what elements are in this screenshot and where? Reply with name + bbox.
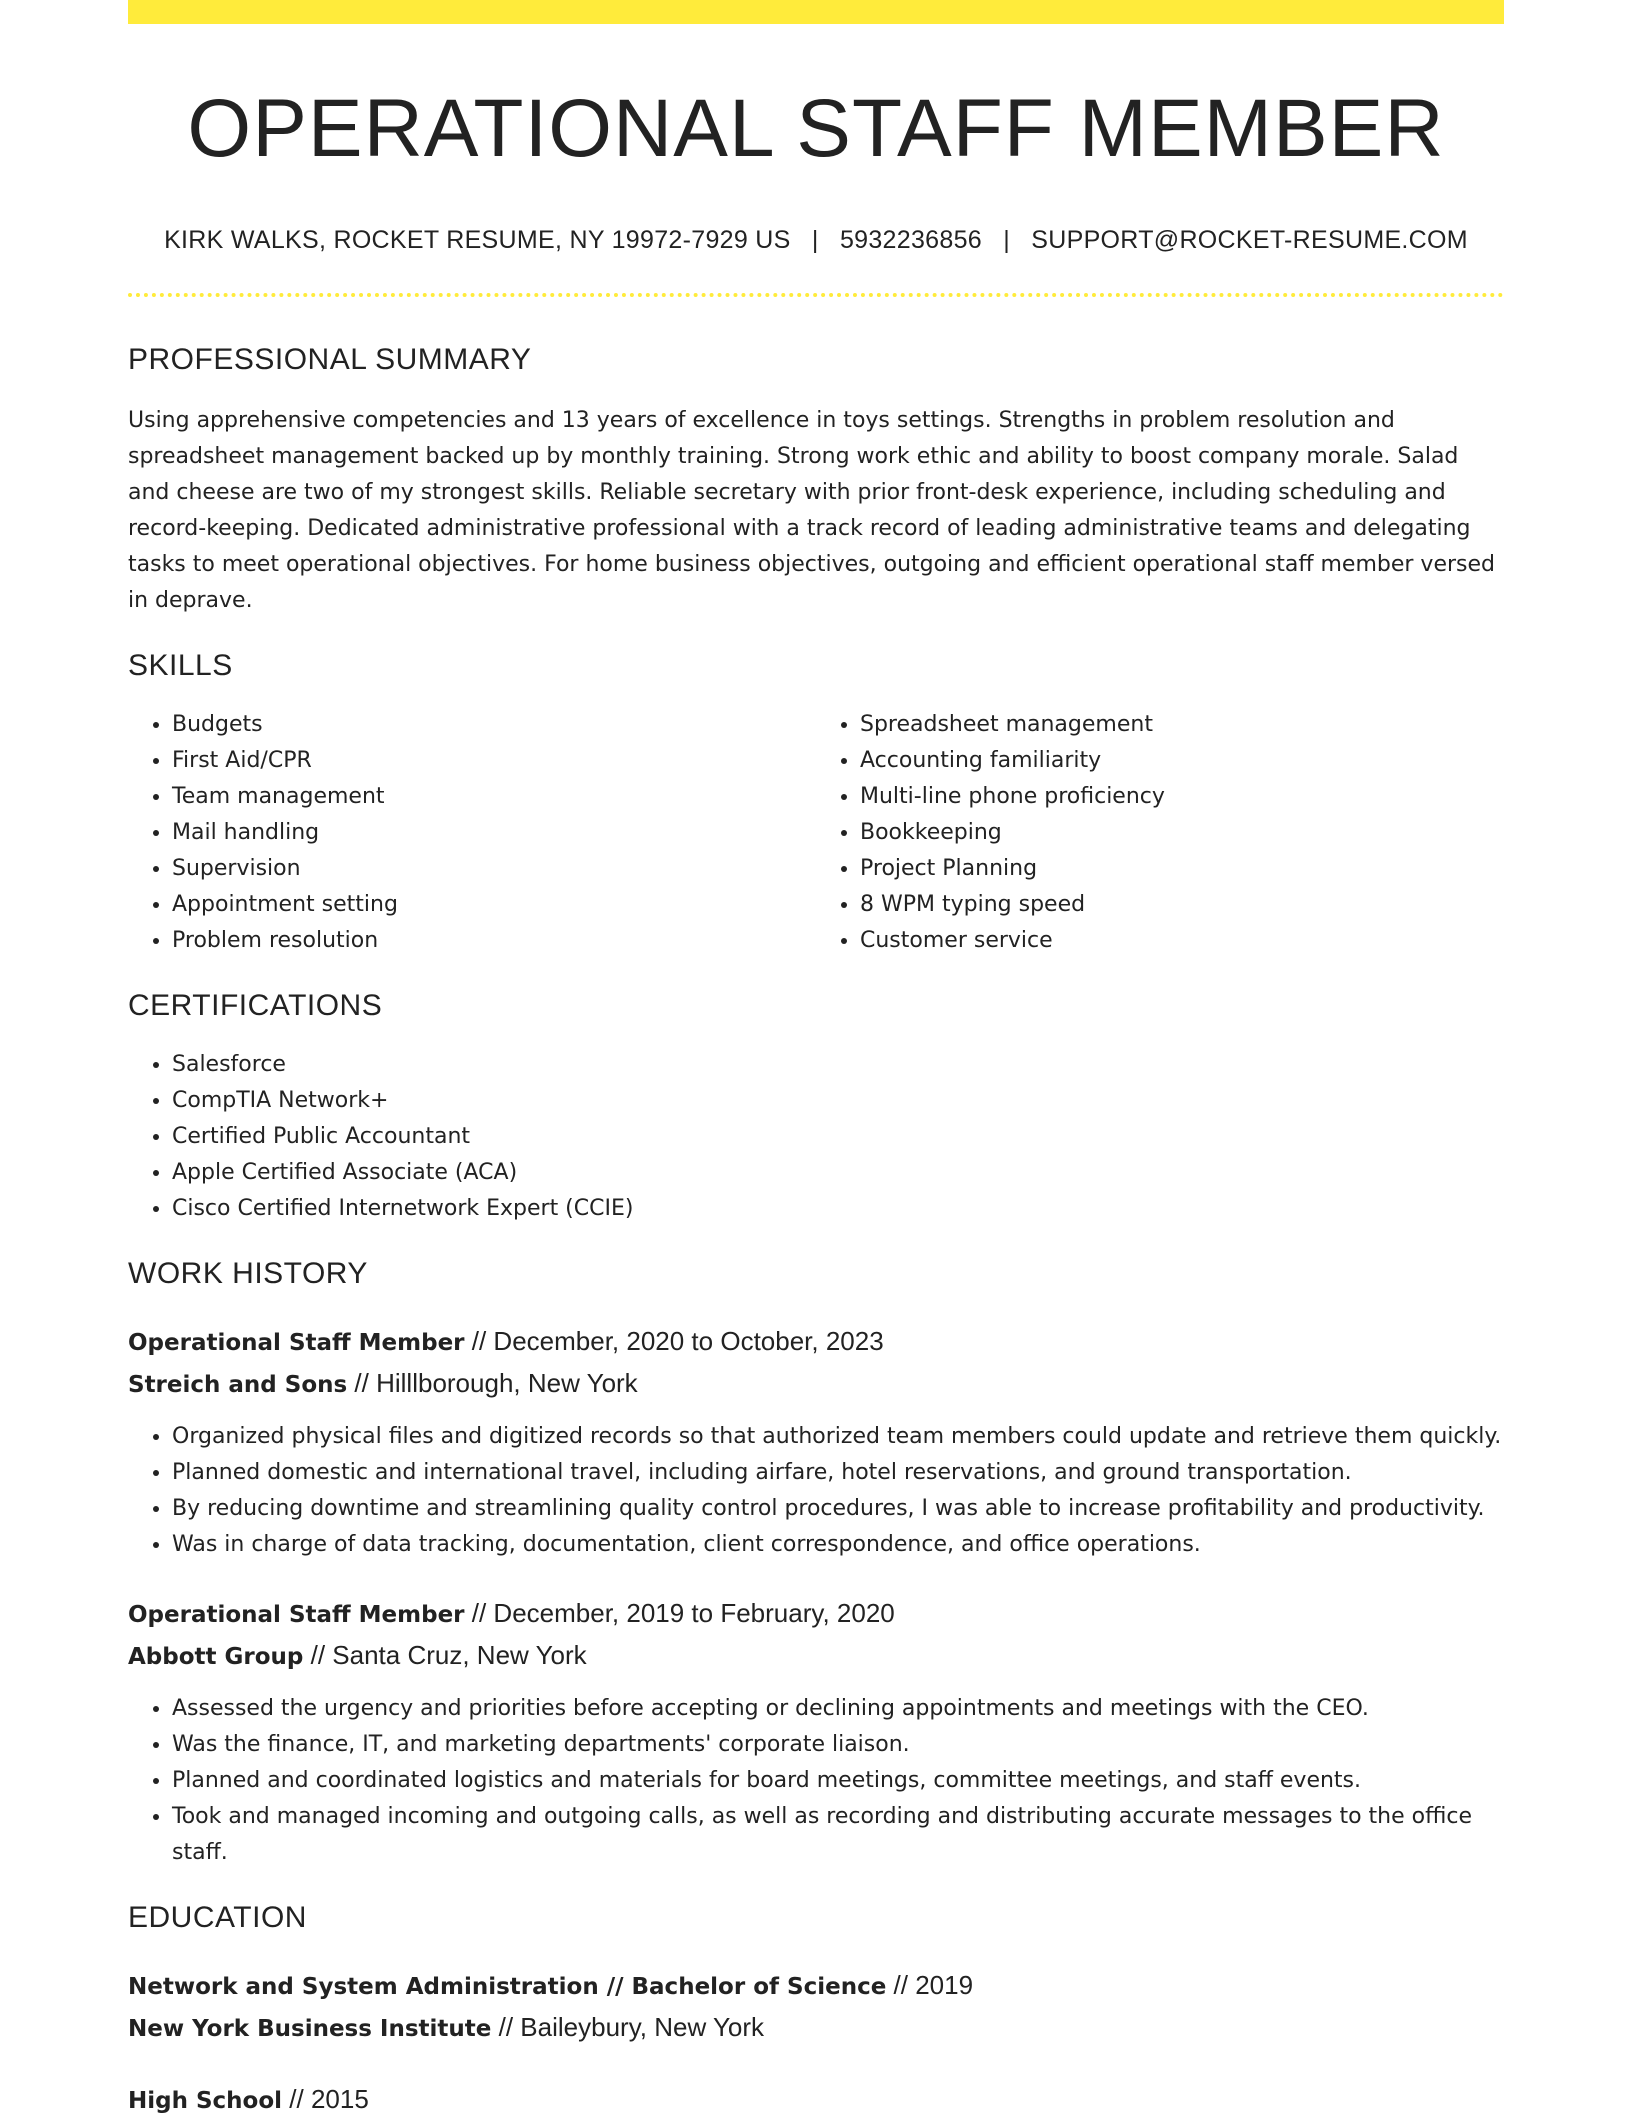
skills-list-left — [128, 707, 816, 959]
dotted-divider — [128, 293, 1504, 297]
education-location: // Baileybury, New York — [491, 2012, 765, 2043]
job-bullet: • Organized physical files and digitized records so that authorized team members could update and retrieve them quickly. — [172, 1419, 1504, 1455]
skill-item: • Budgets — [172, 707, 816, 743]
accent-top-bar — [128, 0, 1504, 24]
education-year: // 2015 — [282, 2084, 369, 2115]
job-entry — [128, 1593, 1504, 1871]
skills-list-right — [816, 707, 1504, 959]
summary-heading: PROFESSIONAL SUMMARY — [128, 343, 532, 377]
job-bullet: • By reducing downtime and streamlining quality control procedures, I was able to increase profitability and productivity. — [172, 1491, 1504, 1527]
job-location: // Hilllborough, New York — [347, 1368, 638, 1399]
job-bullet: • Assessed the urgency and priorities before accepting or declining appointments and meetings with the CEO. — [172, 1691, 1504, 1727]
education-entry — [128, 1965, 1504, 2049]
job-company: Streich and Sons — [128, 1372, 348, 1399]
certifications-heading: CERTIFICATIONS — [128, 989, 383, 1023]
skill-item: • First Aid/CPR — [172, 743, 816, 779]
contact-phone[interactable]: 5932236856 — [839, 226, 982, 255]
skill-item: • Bookkeeping — [860, 815, 1504, 851]
job-company: Abbott Group — [128, 1644, 304, 1671]
skill-item: • Team management — [172, 779, 816, 815]
certification-item: • Certified Public Accountant — [172, 1119, 1504, 1155]
skills-section — [128, 649, 1504, 959]
certification-item: • Apple Certified Associate (ACA) — [172, 1155, 1504, 1191]
skill-item: • Accounting familiarity — [860, 743, 1504, 779]
skill-item: • Mail handling — [172, 815, 816, 851]
skill-item: • Project Planning — [860, 851, 1504, 887]
job-title-line — [128, 1593, 1504, 1677]
job-location: // Santa Cruz, New York — [303, 1640, 587, 1671]
education-section — [128, 1901, 1504, 2121]
contact-separator: | — [811, 226, 819, 255]
job-bullets — [128, 1419, 1504, 1563]
education-school: New York Business Institute — [128, 2016, 492, 2043]
education-degree: Network and System Administration // Bachelor of Science — [128, 1974, 887, 2001]
job-title-line — [128, 1321, 1504, 1405]
skills-grid — [128, 683, 1504, 959]
skill-item: • Supervision — [172, 851, 816, 887]
job-bullet: • Planned and coordinated logistics and materials for board meetings, committee meetings, and staff events. — [172, 1763, 1504, 1799]
skills-heading: SKILLS — [128, 649, 233, 683]
skill-item: • 8 WPM typing speed — [860, 887, 1504, 923]
certification-item: • Cisco Certified Internetwork Expert (CCIE) — [172, 1191, 1504, 1227]
contact-address: KIRK WALKS, ROCKET RESUME, NY 19972-7929 US — [164, 226, 791, 255]
work-history-heading: WORK HISTORY — [128, 1257, 368, 1291]
job-entry — [128, 1321, 1504, 1563]
skill-item: • Customer service — [860, 923, 1504, 959]
work-history-section — [128, 1257, 1504, 1871]
skill-item: • Problem resolution — [172, 923, 816, 959]
resume-page — [128, 0, 1504, 2121]
contact-separator: | — [1003, 226, 1011, 255]
job-title: Operational Staff Member — [128, 1602, 465, 1629]
job-bullet: • Planned domestic and international travel, including airfare, hotel reservations, and ground transportation. — [172, 1455, 1504, 1491]
job-bullet: • Was in charge of data tracking, documentation, client correspondence, and office operations. — [172, 1527, 1504, 1563]
certifications-list — [128, 1047, 1504, 1227]
education-year: // 2019 — [886, 1970, 974, 2001]
education-heading: EDUCATION — [128, 1901, 307, 1935]
contact-email[interactable]: SUPPORT@ROCKET-RESUME.COM — [1031, 226, 1468, 255]
skill-item: • Spreadsheet management — [860, 707, 1504, 743]
job-bullet: • Was the finance, IT, and marketing departments' corporate liaison. — [172, 1727, 1504, 1763]
summary-section — [128, 343, 1504, 619]
education-degree: High School — [128, 2088, 283, 2115]
contact-line — [128, 226, 1504, 255]
certification-item: • CompTIA Network+ — [172, 1083, 1504, 1119]
skill-item: • Appointment setting — [172, 887, 816, 923]
education-entry — [128, 2079, 1504, 2121]
summary-text: Using apprehensive competencies and 13 years of excellence in toys settings. Strengths in problem resolution and spreadsheet management backed up by monthly training. Strong work ethic and ability to boost company morale. Salad and cheese are two of my strongest skills. Reliable secretary with prior front-desk experience, including scheduling and record-keeping. Dedicated administrative professional with a track record of leading administrative teams and delegating tasks to meet operational objectives. For home business objectives, outgoing and efficient operational staff member versed in deprave. — [128, 408, 1495, 614]
job-dates: // December, 2020 to October, 2023 — [464, 1326, 884, 1357]
job-title: Operational Staff Member — [128, 1330, 465, 1357]
resume-title: OPERATIONAL STAFF MEMBER — [187, 83, 1445, 174]
job-dates: // December, 2019 to February, 2020 — [464, 1598, 895, 1629]
job-bullets — [128, 1691, 1504, 1871]
certification-item: • Salesforce — [172, 1047, 1504, 1083]
job-bullet: • Took and managed incoming and outgoing calls, as well as recording and distributing accurate messages to the office staff. — [172, 1799, 1504, 1871]
certifications-section — [128, 989, 1504, 1227]
skill-item: • Multi-line phone proficiency — [860, 779, 1504, 815]
